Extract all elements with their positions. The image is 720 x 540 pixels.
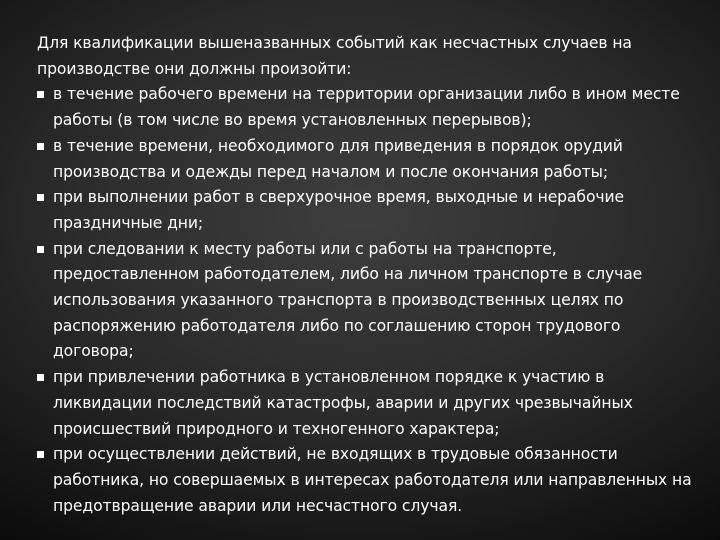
square-bullet-icon	[37, 143, 44, 150]
list-item	[37, 82, 702, 133]
square-bullet-icon	[37, 194, 44, 201]
list-item	[37, 365, 702, 442]
list-item-text: при привлечении работника в установленном порядке к участию в ликвидации последствий катастрофы, аварии и других чрезвычайных происшествий природного и техногенного характера;	[53, 368, 633, 438]
list-item	[37, 185, 702, 236]
list-item	[37, 442, 702, 519]
intro-text: Для квалификации вышеназванных событий как несчастных случаев на производстве они должны произойти:	[37, 34, 632, 78]
list-item	[37, 134, 702, 185]
square-bullet-icon	[37, 91, 44, 98]
list-item-text: при выполнении работ в сверхурочное время, выходные и нерабочие праздничные дни;	[53, 188, 625, 232]
bullet-list	[37, 82, 702, 519]
list-item-text: при осуществлении действий, не входящих в трудовые обязанности работника, но совершаемых в интересах работодателя или направленных на предотвращение аварии или несчастного случая.	[53, 445, 692, 515]
square-bullet-icon	[37, 451, 44, 458]
list-item-text: в течение рабочего времени на территории организации либо в ином месте работы (в том числе во время установленных перерывов);	[53, 85, 680, 130]
list-item	[37, 237, 702, 366]
slide-content	[37, 31, 702, 519]
list-item-text: при следовании к месту работы или с работы на транспорте, предоставленном работодателем, либо на личном транспорте в случае использования указанного транспорта в производственных целях по распоряжению работодателя либо по соглашению сторон трудового договора;	[53, 239, 643, 361]
square-bullet-icon	[37, 246, 44, 253]
list-item-text: в течение времени, необходимого для приведения в порядок орудий производства и одежды перед началом и после окончания работы;	[53, 136, 623, 181]
square-bullet-icon	[37, 374, 44, 381]
